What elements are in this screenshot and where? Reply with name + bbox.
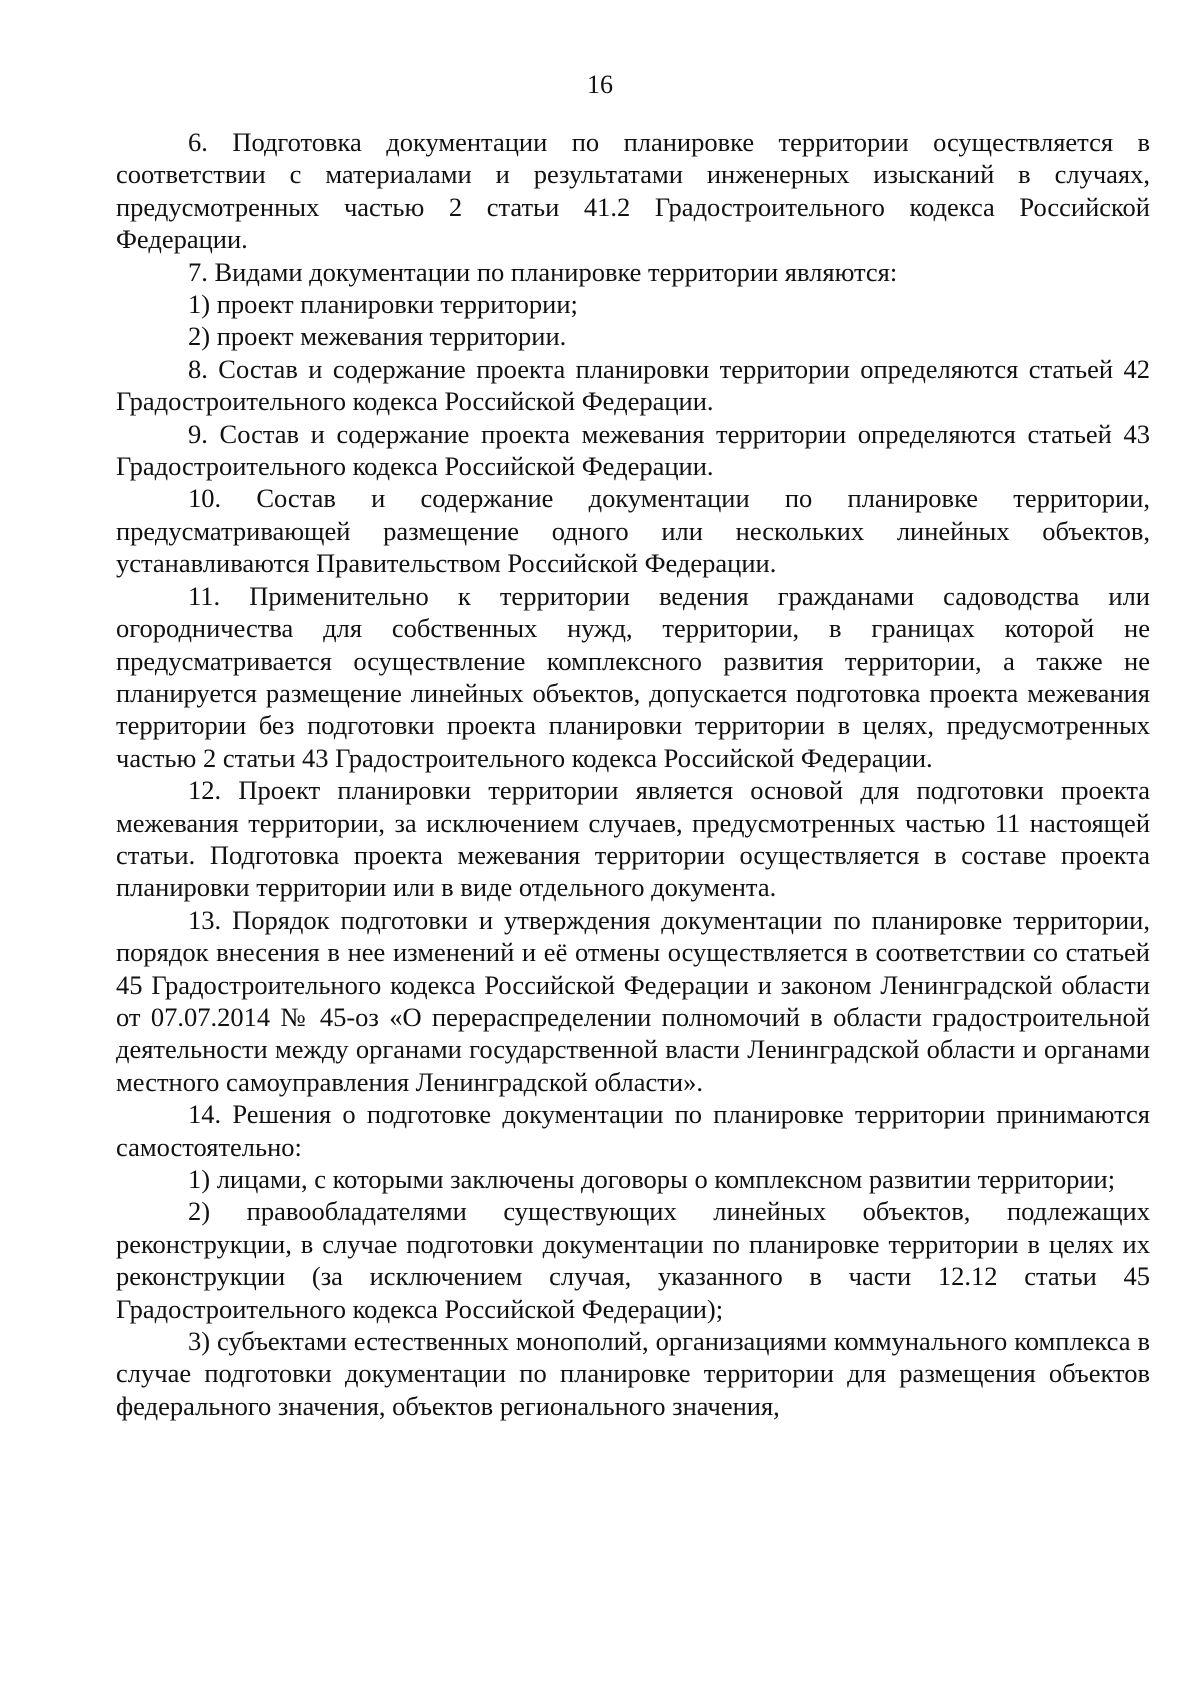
paragraph-12: 12. Проект планировки территории является основой для подготовки проекта межевания территории, за исключением случаев, предусмотренных частью 11 настоящей статьи. Подготовка проекта межевания территории осуществляется в составе проекта планировки территории или в виде отдельного документа. [116, 775, 1150, 903]
paragraph-14: 14. Решения о подготовке документации по планировке территории принимаются самостоятельно: [116, 1099, 1150, 1162]
page-number: 16 [587, 70, 613, 99]
paragraph-10: 10. Состав и содержание документации по планировке территории, предусматривающей размещение одного или нескольких линейных объектов, устанавливаются Правительством Российской Федерации. [116, 483, 1150, 579]
paragraph-11: 11. Применительно к территории ведения гражданами садоводства или огородничества для собственных нужд, территории, в границах которой не предусматривается осуществление комплексного развития территории, а также не планируется размещение линейных объектов, допускается подготовка проекта межевания территории без подготовки проекта планировки территории в целях, предусмотренных частью 2 статьи 43 Градостроительного кодекса Российской Федерации. [116, 580, 1150, 773]
list-item-7-1: 1) проект планировки территории; [188, 289, 578, 320]
list-item-14-1: 1) лицами, с которыми заключены договоры о комплексном развитии территории; [188, 1164, 1116, 1194]
paragraph-9: 9. Состав и содержание проекта межевания территории определяются статьей 43 Градостроительного кодекса Российской Федерации. [116, 418, 1150, 482]
paragraph-13: 13. Порядок подготовки и утверждения документации по планировке территории, порядок внесения в нее изменений и её отмены осуществляется в соответствии со статьей 45 Градостроительного кодекса Российской Федерации и законом Ленинградской области от 07.07.2014 № 45-оз «О перераспределении полномочий в области градостроительной деятельности между органами государственной власти Ленинградской области и органами местного самоуправления Ленинградской области». [116, 904, 1150, 1097]
list-item-14-3: 3) субъектами естественных монополий, организациями коммунального комплекса в случае подготовки документации по планировке территории для размещения объектов федерального значения, объектов регионального значения, [116, 1326, 1150, 1421]
paragraph-6: 6. Подготовка документации по планировке территории осуществляется в соответствии с материалами и результатами инженерных изысканий в случаях, предусмотренных частью 2 статьи 41.2 Градостроительного кодекса Российской Федерации. [116, 127, 1150, 255]
list-item-7-2: 2) проект межевания территории. [188, 321, 567, 352]
paragraph-8: 8. Состав и содержание проекта планировки территории определяются статьей 42 Градостроительного кодекса Российской Федерации. [116, 353, 1150, 417]
document-body [116, 126, 1150, 1422]
paragraph-7: 7. Видами документации по планировке территории являются: [188, 256, 898, 287]
list-item-14-2: 2) правообладателями существующих линейных объектов, подлежащих реконструкции, в случае подготовки документации по планировке территории в целях их реконструкции (за исключением случая, указанного в части 12.12 статьи 45 Градостроительного кодекса Российской Федерации); [116, 1196, 1150, 1324]
